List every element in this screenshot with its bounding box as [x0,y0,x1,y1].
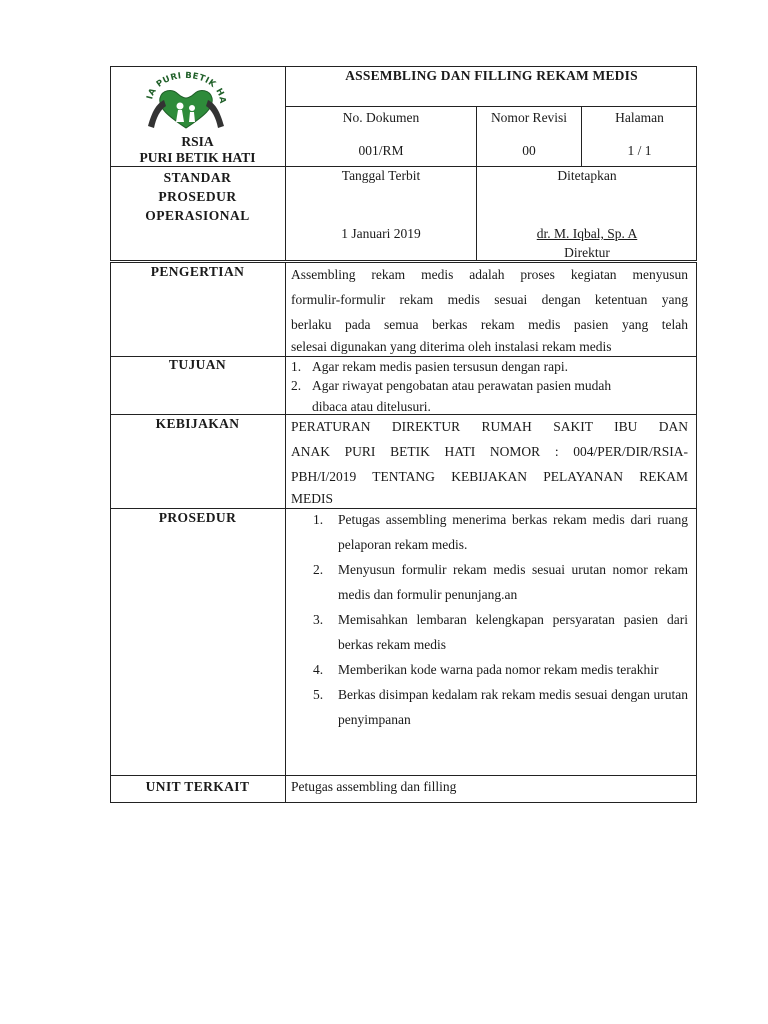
pengertian-text [291,262,688,357]
list-item [291,657,688,682]
list-number: 1. [313,512,324,527]
org-line1: RSIA [181,134,214,149]
hospital-logo [138,70,234,132]
document-title: ASSEMBLING DAN FILLING REKAM MEDIS [345,68,638,83]
list-number: 4. [313,662,324,677]
prosedur-list [291,507,688,732]
pengertian-line: berlaku pada semua berkas rekam medis pasien yang telah [291,317,688,332]
revision-label: Nomor Revisi [490,110,568,125]
kebijakan-line: MEDIS [291,491,334,506]
tujuan-list [291,357,688,418]
kebijakan-line: PBH/I/2019 TENTANG KEBIJAKAN PELAYANAN REKAM [291,469,688,484]
page-value: 1 / 1 [627,143,652,158]
divider [285,106,697,107]
list-item [291,507,688,557]
list-text: Agar rekam medis pasien tersusun dengan rapi. [312,359,569,374]
sop-line2: PROSEDUR [158,189,237,204]
doc-no-label: No. Dokumen [342,110,420,125]
approved-label: Ditetapkan [557,168,617,183]
list-number: 5. [313,687,324,702]
list-item [291,557,688,607]
doc-no-value: 001/RM [358,143,404,158]
list-number: 3. [313,612,324,627]
pengertian-line: Assembling rekam medis adalah proses kegiatan menyusun [291,267,688,282]
unit-text: Petugas assembling dan filling [291,779,457,794]
kebijakan-line: PERATURAN DIREKTUR RUMAH SAKIT IBU DAN [291,419,688,434]
divider [110,166,697,167]
sop-line3: OPERASIONAL [145,208,250,223]
section-label-pengertian: PENGERTIAN [150,264,245,279]
svg-text:RSIA PURI BETIK HATI: IA PURI BETIK HA [145,70,228,104]
list-text: Berkas disimpan kedalam rak rekam medis sesuai dengan urutan penyimpanan [338,687,688,727]
section-label-tujuan: TUJUAN [168,357,227,372]
list-text: Memberikan kode warna pada nomor rekam medis terakhir [338,662,659,677]
list-text: Memisahkan lembaran kelengkapan persyaratan pasien dari berkas rekam medis [338,612,688,652]
list-number: 2. [291,378,302,393]
section-label-kebijakan: KEBIJAKAN [155,416,240,431]
approver-title: Direktur [564,245,610,260]
issue-date-label: Tanggal Terbit [341,168,421,183]
list-number: 1. [291,359,302,374]
divider [285,262,286,803]
list-number: 2. [313,562,324,577]
list-item [291,376,688,395]
sop-line1: STANDAR [163,170,232,185]
list-item [291,682,688,732]
org-line2: PURI BETIK HATI [139,150,256,165]
section-label-prosedur: PROSEDUR [158,510,237,525]
approver-name: dr. M. Iqbal, Sp. A [536,226,638,241]
section-label-unit: UNIT TERKAIT [145,779,250,794]
list-item [291,357,688,376]
list-text: Menyusun formulir rekam medis sesuai urutan nomor rekam medis dan formulir penunjang.an [338,562,688,602]
list-text: Agar riwayat pengobatan atau perawatan pasien mudah [312,378,612,393]
issue-date-value: 1 Januari 2019 [341,226,421,241]
page-label: Halaman [615,110,664,125]
org-name [110,134,285,166]
sop-label [110,168,285,225]
list-text: Petugas assembling menerima berkas rekam medis dari ruang pelaporan rekam medis. [338,512,688,552]
kebijakan-line: ANAK PURI BETIK HATI NOMOR : 004/PER/DIR/RSIA- [291,444,688,459]
list-item [291,607,688,657]
list-text-continued: dibaca atau ditelusuri. [312,399,431,414]
kebijakan-text [291,414,688,509]
revision-value: 00 [522,143,536,158]
pengertian-line: selesai digunakan yang diterima oleh instalasi rekam medis [291,339,612,354]
pengertian-line: formulir-formulir rekam medis sesuai dengan ketentuan yang [291,292,688,307]
